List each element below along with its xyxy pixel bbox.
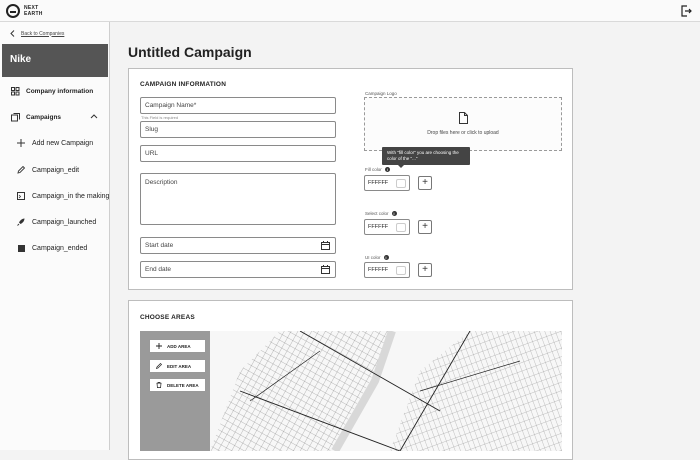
company-name: Nike <box>2 44 108 77</box>
sidebar-item-label: Campaign_launched <box>32 218 97 226</box>
sidebar-item-label: Campaigns <box>26 113 62 121</box>
sidebar-item-label: Campaign_in the making <box>32 192 110 200</box>
sidebar-item-company-information[interactable] <box>0 83 110 99</box>
back-label: Back to Companies <box>21 30 65 37</box>
add-area-button[interactable] <box>149 339 206 353</box>
chevron-left-icon <box>10 30 15 37</box>
fill-color-tooltip: With "fill color" you are choosing the color of the "..." <box>382 147 470 165</box>
sidebar-item-campaign-launched[interactable] <box>0 214 110 230</box>
calendar-icon[interactable] <box>321 265 330 274</box>
choose-areas-card <box>128 300 573 460</box>
sidebar-item-label: Campaign_ended <box>32 244 88 252</box>
start-date-field[interactable] <box>140 237 336 254</box>
campaign-information-title: CAMPAIGN INFORMATION <box>140 81 227 88</box>
plus-icon <box>156 343 162 349</box>
color-swatch[interactable] <box>396 179 406 188</box>
logout-icon[interactable] <box>680 5 692 17</box>
ui-color-label <box>365 255 389 260</box>
file-icon <box>459 112 468 124</box>
pencil-icon <box>16 165 26 175</box>
sidebar-item-campaign-ended[interactable] <box>0 240 110 256</box>
url-field[interactable] <box>140 145 336 162</box>
next-earth-logo[interactable] <box>6 4 43 18</box>
top-bar <box>0 0 700 22</box>
info-icon[interactable]: i <box>392 211 397 216</box>
ui-color-label-text: UI color <box>365 255 381 260</box>
fill-color-label-text: Fill color <box>365 167 382 172</box>
back-to-companies-link[interactable] <box>10 30 64 37</box>
logo-dropzone[interactable] <box>364 97 562 151</box>
square-icon <box>16 243 26 253</box>
description-placeholder: Description <box>145 179 178 186</box>
sidebar <box>0 22 110 450</box>
end-date-placeholder: End date <box>145 266 172 273</box>
logo-icon <box>6 4 20 18</box>
sidebar-item-add-new-campaign[interactable] <box>0 135 110 151</box>
end-date-field[interactable] <box>140 261 336 278</box>
building-icon <box>10 86 20 96</box>
select-color-value: FFFFFF <box>368 224 389 230</box>
sidebar-item-label: Add new Campaign <box>32 139 94 147</box>
sidebar-item-campaign-edit[interactable] <box>0 162 110 178</box>
delete-area-button[interactable] <box>149 378 206 392</box>
description-field[interactable] <box>140 173 336 225</box>
info-icon[interactable]: i <box>384 255 389 260</box>
ui-color-input[interactable] <box>364 262 410 278</box>
color-swatch[interactable] <box>396 266 406 275</box>
info-icon[interactable]: i <box>385 167 390 172</box>
add-select-color-button[interactable]: + <box>418 220 432 234</box>
start-date-placeholder: Start date <box>145 242 174 249</box>
fill-color-label <box>365 167 390 172</box>
trash-icon <box>156 382 162 388</box>
slug-placeholder: Slug <box>145 126 159 133</box>
page-title: Untitled Campaign <box>128 44 252 60</box>
ui-color-value: FFFFFF <box>368 267 389 273</box>
edit-area-button[interactable] <box>149 359 206 373</box>
chevron-up-icon[interactable] <box>90 113 98 119</box>
area-map[interactable] <box>140 331 562 451</box>
campaign-information-card <box>128 68 573 290</box>
main-content <box>110 22 700 450</box>
plus-icon <box>16 138 26 148</box>
add-fill-color-button[interactable]: + <box>418 176 432 190</box>
image-icon <box>16 191 26 201</box>
select-color-input[interactable] <box>364 219 410 235</box>
sidebar-item-label: Company information <box>26 87 94 95</box>
url-placeholder: URL <box>145 150 159 157</box>
logo-line-1: NEXT <box>24 5 39 11</box>
sidebar-item-campaigns[interactable] <box>0 109 110 125</box>
campaign-logo-label: Campaign Logo <box>365 91 397 96</box>
campaign-name-placeholder: Campaign Name* <box>145 102 197 109</box>
delete-area-label: DELETE AREA <box>167 382 199 388</box>
fill-color-input[interactable] <box>364 175 410 191</box>
slug-field[interactable] <box>140 121 336 138</box>
rocket-icon <box>16 217 26 227</box>
add-ui-color-button[interactable]: + <box>418 263 432 277</box>
sidebar-item-campaign-in-the-making[interactable] <box>0 188 110 204</box>
add-area-label: ADD AREA <box>167 343 191 349</box>
select-color-label <box>365 211 397 216</box>
fill-color-value: FFFFFF <box>368 180 389 186</box>
choose-areas-title: CHOOSE AREAS <box>140 314 195 321</box>
color-swatch[interactable] <box>396 223 406 232</box>
dropzone-text: Drop files here or click to upload <box>427 130 499 136</box>
select-color-label-text: Select color <box>365 211 389 216</box>
logo-line-2: EARTH <box>24 11 43 17</box>
sidebar-item-label: Campaign_edit <box>32 166 80 174</box>
calendar-icon[interactable] <box>321 241 330 250</box>
campaign-name-field[interactable] <box>140 97 336 114</box>
pencil-icon <box>156 363 162 369</box>
campaign-name-hint: This Field is required <box>141 115 179 120</box>
layers-icon <box>10 112 20 122</box>
edit-area-label: EDIT AREA <box>167 363 192 369</box>
